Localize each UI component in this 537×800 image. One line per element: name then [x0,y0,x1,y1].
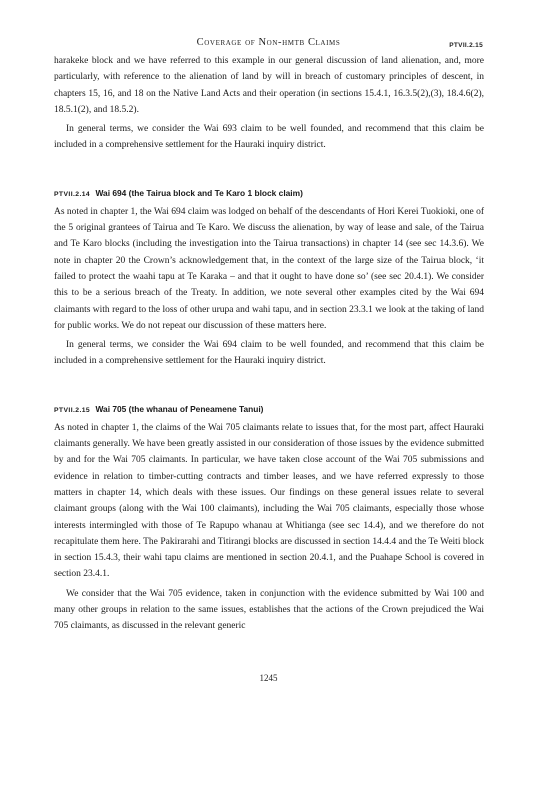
section-heading-2-14 [54,187,484,201]
paragraph: harakeke block and we have referred to this example in our general discussion of land alienation, and, more particularly, with reference to the alienation of land by will in breach of customary principles of descent, in chapters 15, 16, and 18 on the Native Land Acts and their operation (in sections 15.4.1, 16.3.5(2),(3), 18.4.6(2), 18.5.1(2), and 18.5.2). [54,56,484,115]
section-code: PTVII.2.14 [54,190,91,198]
section-title: Wai 694 (the Tairua block and Te Karo 1 block claim) [95,187,303,198]
paragraph: In general terms, we consider the Wai 693 claim to be well founded, and recommend that this claim be included in a comprehensive settlement for the Hauraki inquiry district. [54,124,484,151]
paragraph: As noted in chapter 1, the Wai 694 claim was lodged on behalf of the descendants of Hori Kerei Tuokioki, one of the 5 original grantees of Tairua and Te Karo. We discuss the alienation, by way of lease and sale, of the Tairua and Te Karo blocks (including the investigation into the Tairua transactions) in chapter 14 (see sec 14.3.6). We note in chapter 20 the Crown’s acknowledgement that, in the context of the large size of the Tairua block, ‘it failed to protect the waahi tapu at Te Karaka – and that it ought to have done so’ (see sec 20.4.1). We consider this to be a serious breach of the Treaty. In addition, we note several other examples cited by the Wai 694 claimants with regard to the loss of other urupa and wahi tapu, and in section 23.3.1 we look at the taking of land for public works. We do not repeat our discussion of these matters here. [54,206,484,331]
section-code: PTVII.2.15 [54,406,91,414]
paragraph: In general terms, we consider the Wai 694 claim to be well founded, and recommend that this claim be included in a comprehensive settlement for the Hauraki inquiry district. [54,340,484,367]
body-text [54,53,484,635]
section-reference: PTVII.2.15 [449,42,483,49]
section-title: Wai 705 (the whanau of Peneamene Tanui) [95,403,264,414]
running-head: Coverage of Non-hmtb Claims [196,37,341,48]
section-heading-2-15 [54,403,484,417]
paragraph: We consider that the Wai 705 evidence, taken in conjunction with the evidence submitted by Wai 100 and many other groups in relation to the same issues, establishes that the actions of the Crown prejudiced the Wai 705 claimants, as discussed in the relevant generic [54,588,484,632]
paragraph: As noted in chapter 1, the claims of the Wai 705 claimants relate to issues that, for the most part, affect Hauraki claimants generally. We have been greatly assisted in our consideration of those issues by the evidence submitted by and for the Wai 705 claimants. In particular, we have taken close account of the Wai 705 submissions and evidence in relation to timber-cutting contracts and timber leases, and we have referred expressly to those matters in chapter 14, which deals with these issues. Our findings on these general issues relate to several claimant groups (along with the Wai 100 claimants), including the Wai 705 claimants, especially those whose interests intermingled with those of Te Rapupo whanau at Whitianga (see sec 14.4), and we therefore do not recapitulate them here. The Pakirarahi and Titirangi blocks are discussed in section 14.4.4 and the Te Weiti block in section 15.4.3, their wahi tapu claims are mentioned in section 20.4.1, and the Puahape School is covered in section 23.4.1. [54,422,484,580]
page-number: 1245 [259,673,278,683]
